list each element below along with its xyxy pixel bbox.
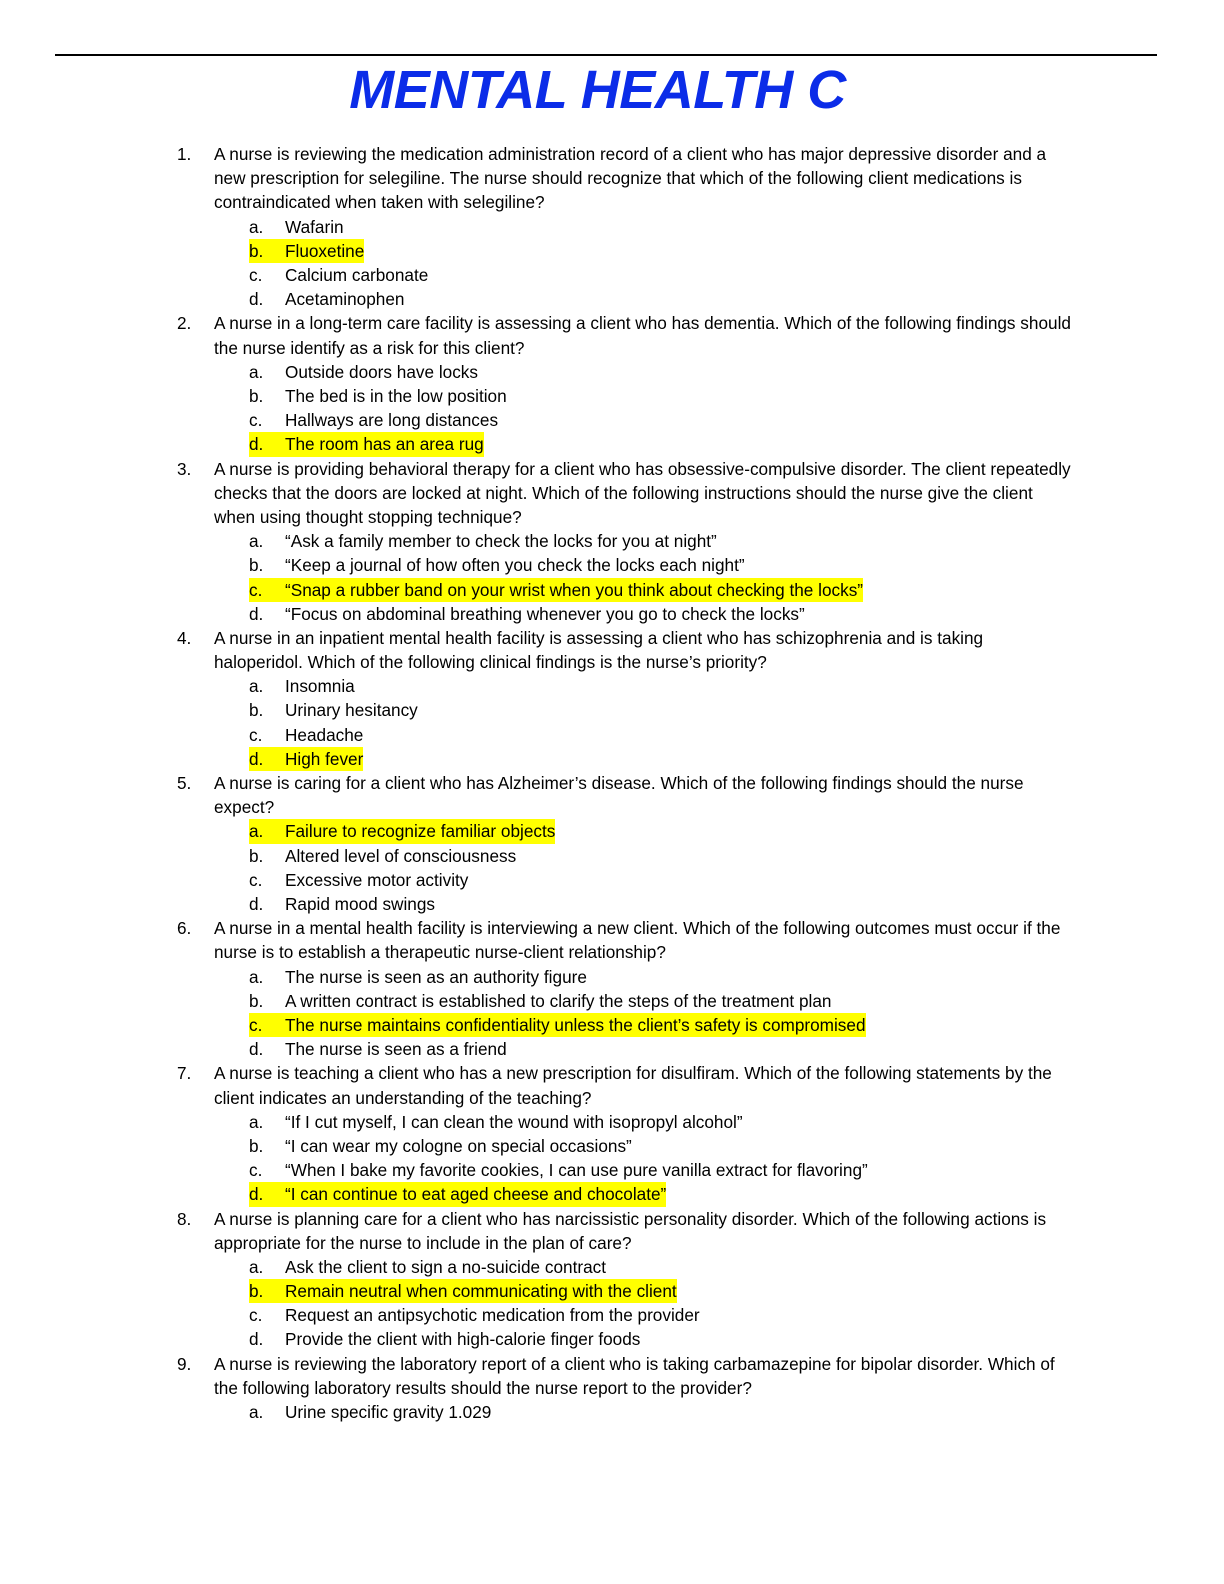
answer-row [249,989,831,1013]
option-letter: c. [249,579,263,600]
answer-row [249,868,468,892]
option-text: Altered level of consciousness [285,845,517,866]
option-text: Rapid mood swings [285,894,435,914]
answer-option [214,1327,1074,1351]
option-letter: d. [249,748,264,769]
question-item [0,1061,1224,1206]
answer-option [214,1182,1074,1206]
answer-row [249,1110,743,1134]
question-item [0,142,1224,311]
question-number: 4. [177,627,192,648]
question-list [0,142,1224,1424]
answer-options [214,674,1074,771]
answer-options [214,529,1074,626]
answer-option [214,602,1074,626]
option-text: “Snap a rubber band on your wrist when you think about checking the locks” [285,579,864,600]
option-letter: c. [249,1160,263,1181]
answer-option [214,1255,1074,1279]
option-letter: d. [249,1039,264,1060]
option-text: Fluoxetine [285,240,365,261]
question-number: 6. [177,918,192,939]
option-letter: d. [249,434,264,455]
answer-option [214,384,1074,408]
option-text: “Ask a family member to check the locks for you at night” [285,531,717,552]
question-text: A nurse is caring for a client who has Alzheimer’s disease. Which of the following findings should the nurse expect? [214,773,1024,818]
question-number: 8. [177,1208,192,1229]
answer-option [214,360,1074,384]
option-letter: a. [249,676,264,697]
option-text: Excessive motor activity [285,869,469,890]
option-text: “I can continue to eat aged cheese and chocolate” [285,1184,667,1205]
answer-row [249,529,717,553]
option-text: “Keep a journal of how often you check the locks each night” [285,555,745,576]
answer-option [214,1303,1074,1327]
highlighted-answer [249,239,364,263]
option-text: Calcium carbonate [285,264,429,285]
option-letter: a. [249,531,264,552]
question-text: A nurse is providing behavioral therapy for a client who has obsessive-compulsive disorder. The client repeatedly checks that the doors are locked at night. Which of the following instructions should the nurse give the client when using thought stopping technique? [214,458,1071,527]
answer-option [214,868,1074,892]
question-text: A nurse in an inpatient mental health facility is assessing a client who has schizophrenia and is taking haloperidol. Which of the following clinical findings is the nurse’s priority? [214,627,984,673]
answer-row [249,602,805,626]
option-text: High fever [285,748,364,769]
option-text: Failure to recognize familiar objects [285,821,556,842]
option-letter: d. [249,289,264,310]
answer-option [214,723,1074,747]
question-item [0,1352,1224,1425]
answer-row [249,215,344,239]
option-text: Ask the client to sign a no-suicide contract [285,1256,606,1277]
answer-option [214,1037,1074,1061]
question-item [0,1207,1224,1352]
answer-option [214,674,1074,698]
answer-row [249,723,363,747]
highlighted-answer [249,578,863,602]
question-text: A nurse in a mental health facility is interviewing a new client. Which of the following outcomes must occur if the nurse is to establish a therapeutic nurse-client relationship? [214,918,1061,963]
answer-option [214,408,1074,432]
question-number: 3. [177,458,192,479]
option-text: Wafarin [285,216,344,237]
question-number: 9. [177,1353,192,1374]
answer-options [214,1255,1074,1352]
question-text: A nurse is planning care for a client who has narcissistic personality disorder. Which of the following actions is appropriate for the nurse to include in the plan of care? [214,1208,1047,1253]
highlighted-answer [249,1182,666,1206]
answer-row [249,965,587,989]
answer-row [249,408,498,432]
answer-row [249,1303,700,1327]
answer-option [214,553,1074,577]
answer-option [214,989,1074,1013]
highlighted-answer [249,432,484,456]
answer-option [214,1013,1074,1037]
option-letter: b. [249,385,264,406]
answer-option [214,1134,1074,1158]
option-text: Outside doors have locks [285,361,478,382]
option-text: “When I bake my favorite cookies, I can use pure vanilla extract for flavoring” [285,1160,868,1181]
answer-options [214,819,1074,916]
option-letter: b. [249,990,264,1011]
option-text: Remain neutral when communicating with the client [285,1281,677,1302]
answer-row [249,384,507,408]
option-text: Hallways are long distances [285,410,499,431]
option-letter: c. [249,1305,263,1326]
answer-row [249,1327,640,1351]
answer-row [249,1400,491,1424]
answer-row [249,287,404,311]
answer-option [214,287,1074,311]
option-letter: d. [249,1329,264,1350]
option-letter: d. [249,1184,264,1205]
option-letter: a. [249,1256,264,1277]
option-letter: a. [249,1111,264,1132]
question-number: 7. [177,1063,192,1084]
option-text: The room has an area rug [285,434,484,455]
answer-option [214,529,1074,553]
option-text: Urine specific gravity 1.029 [285,1402,492,1423]
highlighted-answer [249,819,555,843]
answer-option [214,1279,1074,1303]
answer-option [214,965,1074,989]
answer-option [214,239,1074,263]
option-letter: c. [249,724,263,745]
answer-options [214,1400,1074,1424]
question-number: 1. [177,144,192,164]
answer-row [249,553,745,577]
answer-option [214,819,1074,843]
option-text: Request an antipsychotic medication from the provider [285,1305,700,1326]
answer-row [249,844,516,868]
highlighted-answer [249,747,363,771]
answer-options [214,215,1074,312]
question-number: 5. [177,773,192,794]
answer-option [214,844,1074,868]
question-item [0,311,1224,456]
question-text: A nurse is reviewing the medication administration record of a client who has major depressive disorder and a new prescription for selegiline. The nurse should recognize that which of the following client medications is contraindicated when taken with selegiline? [214,144,1047,213]
page-title: MENTAL HEALTH C [349,60,846,120]
top-rule [55,54,1157,56]
option-letter: b. [249,1135,264,1156]
answer-option [214,263,1074,287]
answer-option [214,747,1074,771]
answer-row [249,1158,868,1182]
question-item [0,626,1224,771]
option-text: “Focus on abdominal breathing whenever you go to check the locks” [285,603,805,624]
answer-option [214,578,1074,602]
highlighted-answer [249,1013,866,1037]
option-letter: a. [249,361,264,382]
question-item [0,457,1224,626]
question-text: A nurse is teaching a client who has a new prescription for disulfiram. Which of the following statements by the client indicates an understanding of the teaching? [214,1063,1052,1108]
answer-options [214,1110,1074,1207]
answer-row [249,674,355,698]
option-text: Headache [285,724,364,745]
option-text: “I can wear my cologne on special occasions” [285,1135,632,1156]
option-text: A written contract is established to clarify the steps of the treatment plan [285,990,832,1011]
answer-option [214,1110,1074,1134]
option-text: Provide the client with high-calorie finger foods [285,1329,641,1350]
highlighted-answer [249,1279,677,1303]
question-number: 2. [177,313,192,334]
answer-row [249,263,428,287]
answer-options [214,360,1074,457]
answer-row [249,360,478,384]
answer-row [249,892,435,916]
option-letter: c. [249,264,263,285]
answer-option [214,698,1074,722]
option-text: Urinary hesitancy [285,700,418,721]
option-letter: a. [249,1402,264,1423]
answer-option [214,215,1074,239]
option-text: Acetaminophen [285,289,405,310]
option-text: The bed is in the low position [285,385,507,406]
option-text: “If I cut myself, I can clean the wound with isopropyl alcohol” [285,1111,743,1132]
answer-options [214,965,1074,1062]
option-text: The nurse is seen as an authority figure [285,966,587,987]
question-text: A nurse in a long-term care facility is assessing a client who has dementia. Which of the following findings should the nurse identify as a risk for this client? [214,313,1071,358]
option-letter: c. [249,1014,263,1035]
option-text: The nurse maintains confidentiality unless the client’s safety is compromised [285,1014,866,1035]
option-letter: b. [249,240,264,261]
option-text: Insomnia [285,676,355,697]
answer-row [249,1037,507,1061]
answer-row [249,1255,606,1279]
option-letter: b. [249,700,264,721]
option-letter: d. [249,894,264,914]
option-letter: c. [249,410,263,431]
question-text: A nurse is reviewing the laboratory report of a client who is taking carbamazepine for bipolar disorder. Which of the following laboratory results should the nurse report to the provider? [214,1353,1055,1398]
answer-row [249,1134,632,1158]
answer-option [214,892,1074,916]
option-letter: b. [249,845,264,866]
question-item [0,771,1224,916]
answer-row [249,698,418,722]
option-letter: a. [249,216,264,237]
question-item [0,916,1224,1061]
answer-option [214,1400,1074,1424]
option-letter: a. [249,821,264,842]
option-text: The nurse is seen as a friend [285,1039,507,1060]
option-letter: b. [249,1281,264,1302]
option-letter: a. [249,966,264,987]
answer-option [214,432,1074,456]
option-letter: d. [249,603,264,624]
answer-option [214,1158,1074,1182]
option-letter: b. [249,555,264,576]
option-letter: c. [249,869,263,890]
